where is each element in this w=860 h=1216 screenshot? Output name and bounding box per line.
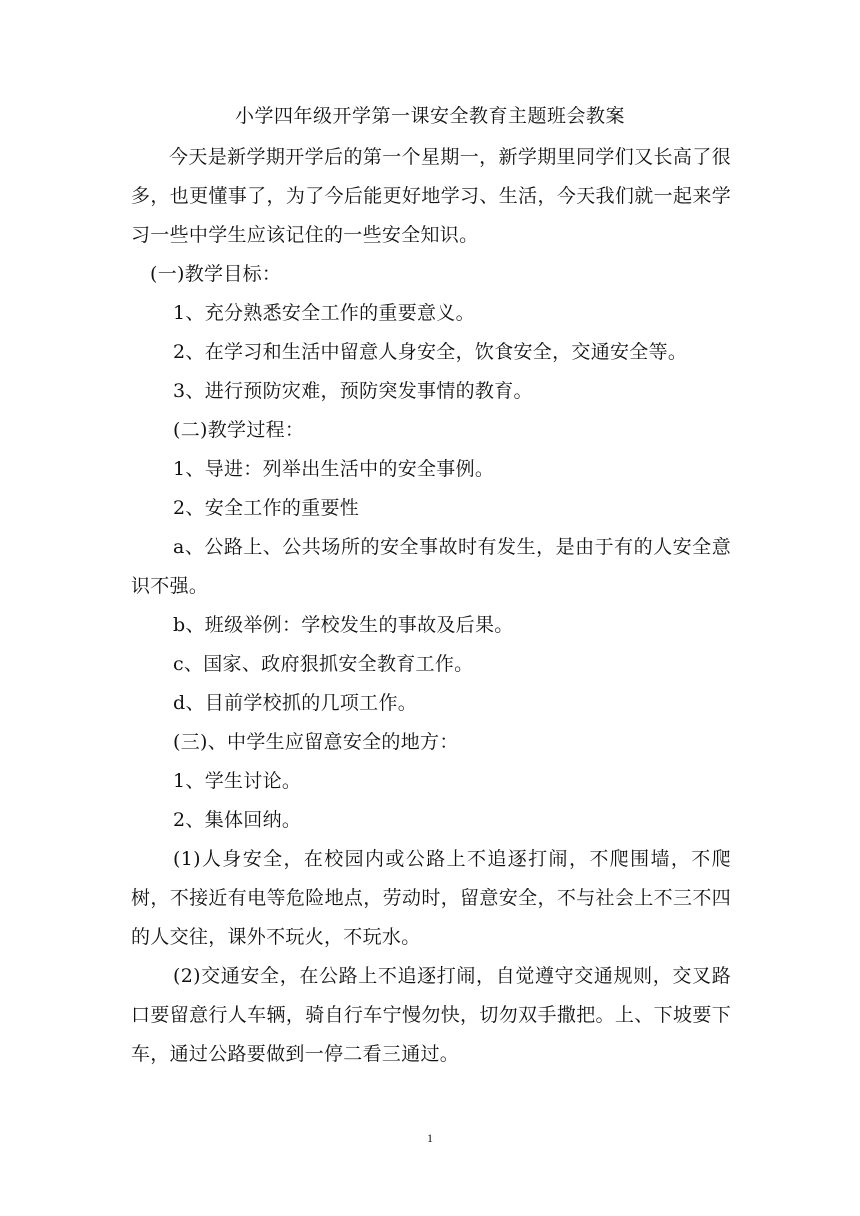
process-item-1: 1、导进：列举出生活中的安全事例。 <box>173 458 495 480</box>
section-heading-safety-areas: (三)、中学生应留意安全的地方： <box>173 731 459 753</box>
process-subitem-c: c、国家、政府狠抓安全教育工作。 <box>173 653 474 675</box>
traffic-safety-paragraph: (2)交通安全，在公路上不追逐打闹，自觉遵守交通规则，交叉路口要留意行人车辆，骑自行车宁慢勿快，切勿双手撒把。上、下坡要下车，通过公路要做到一停二看三通过。 <box>131 965 731 1065</box>
safety-item-2: 2、集体回纳。 <box>173 809 302 831</box>
section-heading-process: (二)教学过程： <box>173 419 305 441</box>
process-subitem-b: b、班级举例：学校发生的事故及后果。 <box>173 614 514 636</box>
page-number: 1 <box>427 1131 433 1145</box>
personal-safety-paragraph: (1)人身安全，在校园内或公路上不追逐打闹，不爬围墙，不爬树，不接近有电等危险地点，劳动时，留意安全，不与社会上不三不四的人交往，课外不玩火，不玩水。 <box>131 848 731 948</box>
document-title: 小学四年级开学第一课安全教育主题班会教案 <box>234 105 625 127</box>
process-subitem-a: a、公路上、公共场所的安全事故时有发生，是由于有的人安全意识不强。 <box>131 536 731 597</box>
intro-paragraph: 今天是新学期开学后的第一个星期一，新学期里同学们又长高了很多，也更懂事了，为了今后能更好地学习、生活，今天我们就一起来学习一些中学生应该记住的一些安全知识。 <box>131 146 731 246</box>
objective-item-2: 2、在学习和生活中留意人身安全，饮食安全，交通安全等。 <box>173 341 688 363</box>
objective-item-1: 1、充分熟悉安全工作的重要意义。 <box>173 302 475 324</box>
process-item-2: 2、安全工作的重要性 <box>173 497 360 519</box>
process-subitem-d: d、目前学校抓的几项工作。 <box>173 692 418 714</box>
objective-item-3: 3、进行预防灾难，预防突发事情的教育。 <box>173 380 533 402</box>
safety-item-1: 1、学生讨论。 <box>173 770 302 792</box>
section-heading-objectives: (一)教学目标： <box>150 263 282 285</box>
document-body <box>131 138 731 1074</box>
